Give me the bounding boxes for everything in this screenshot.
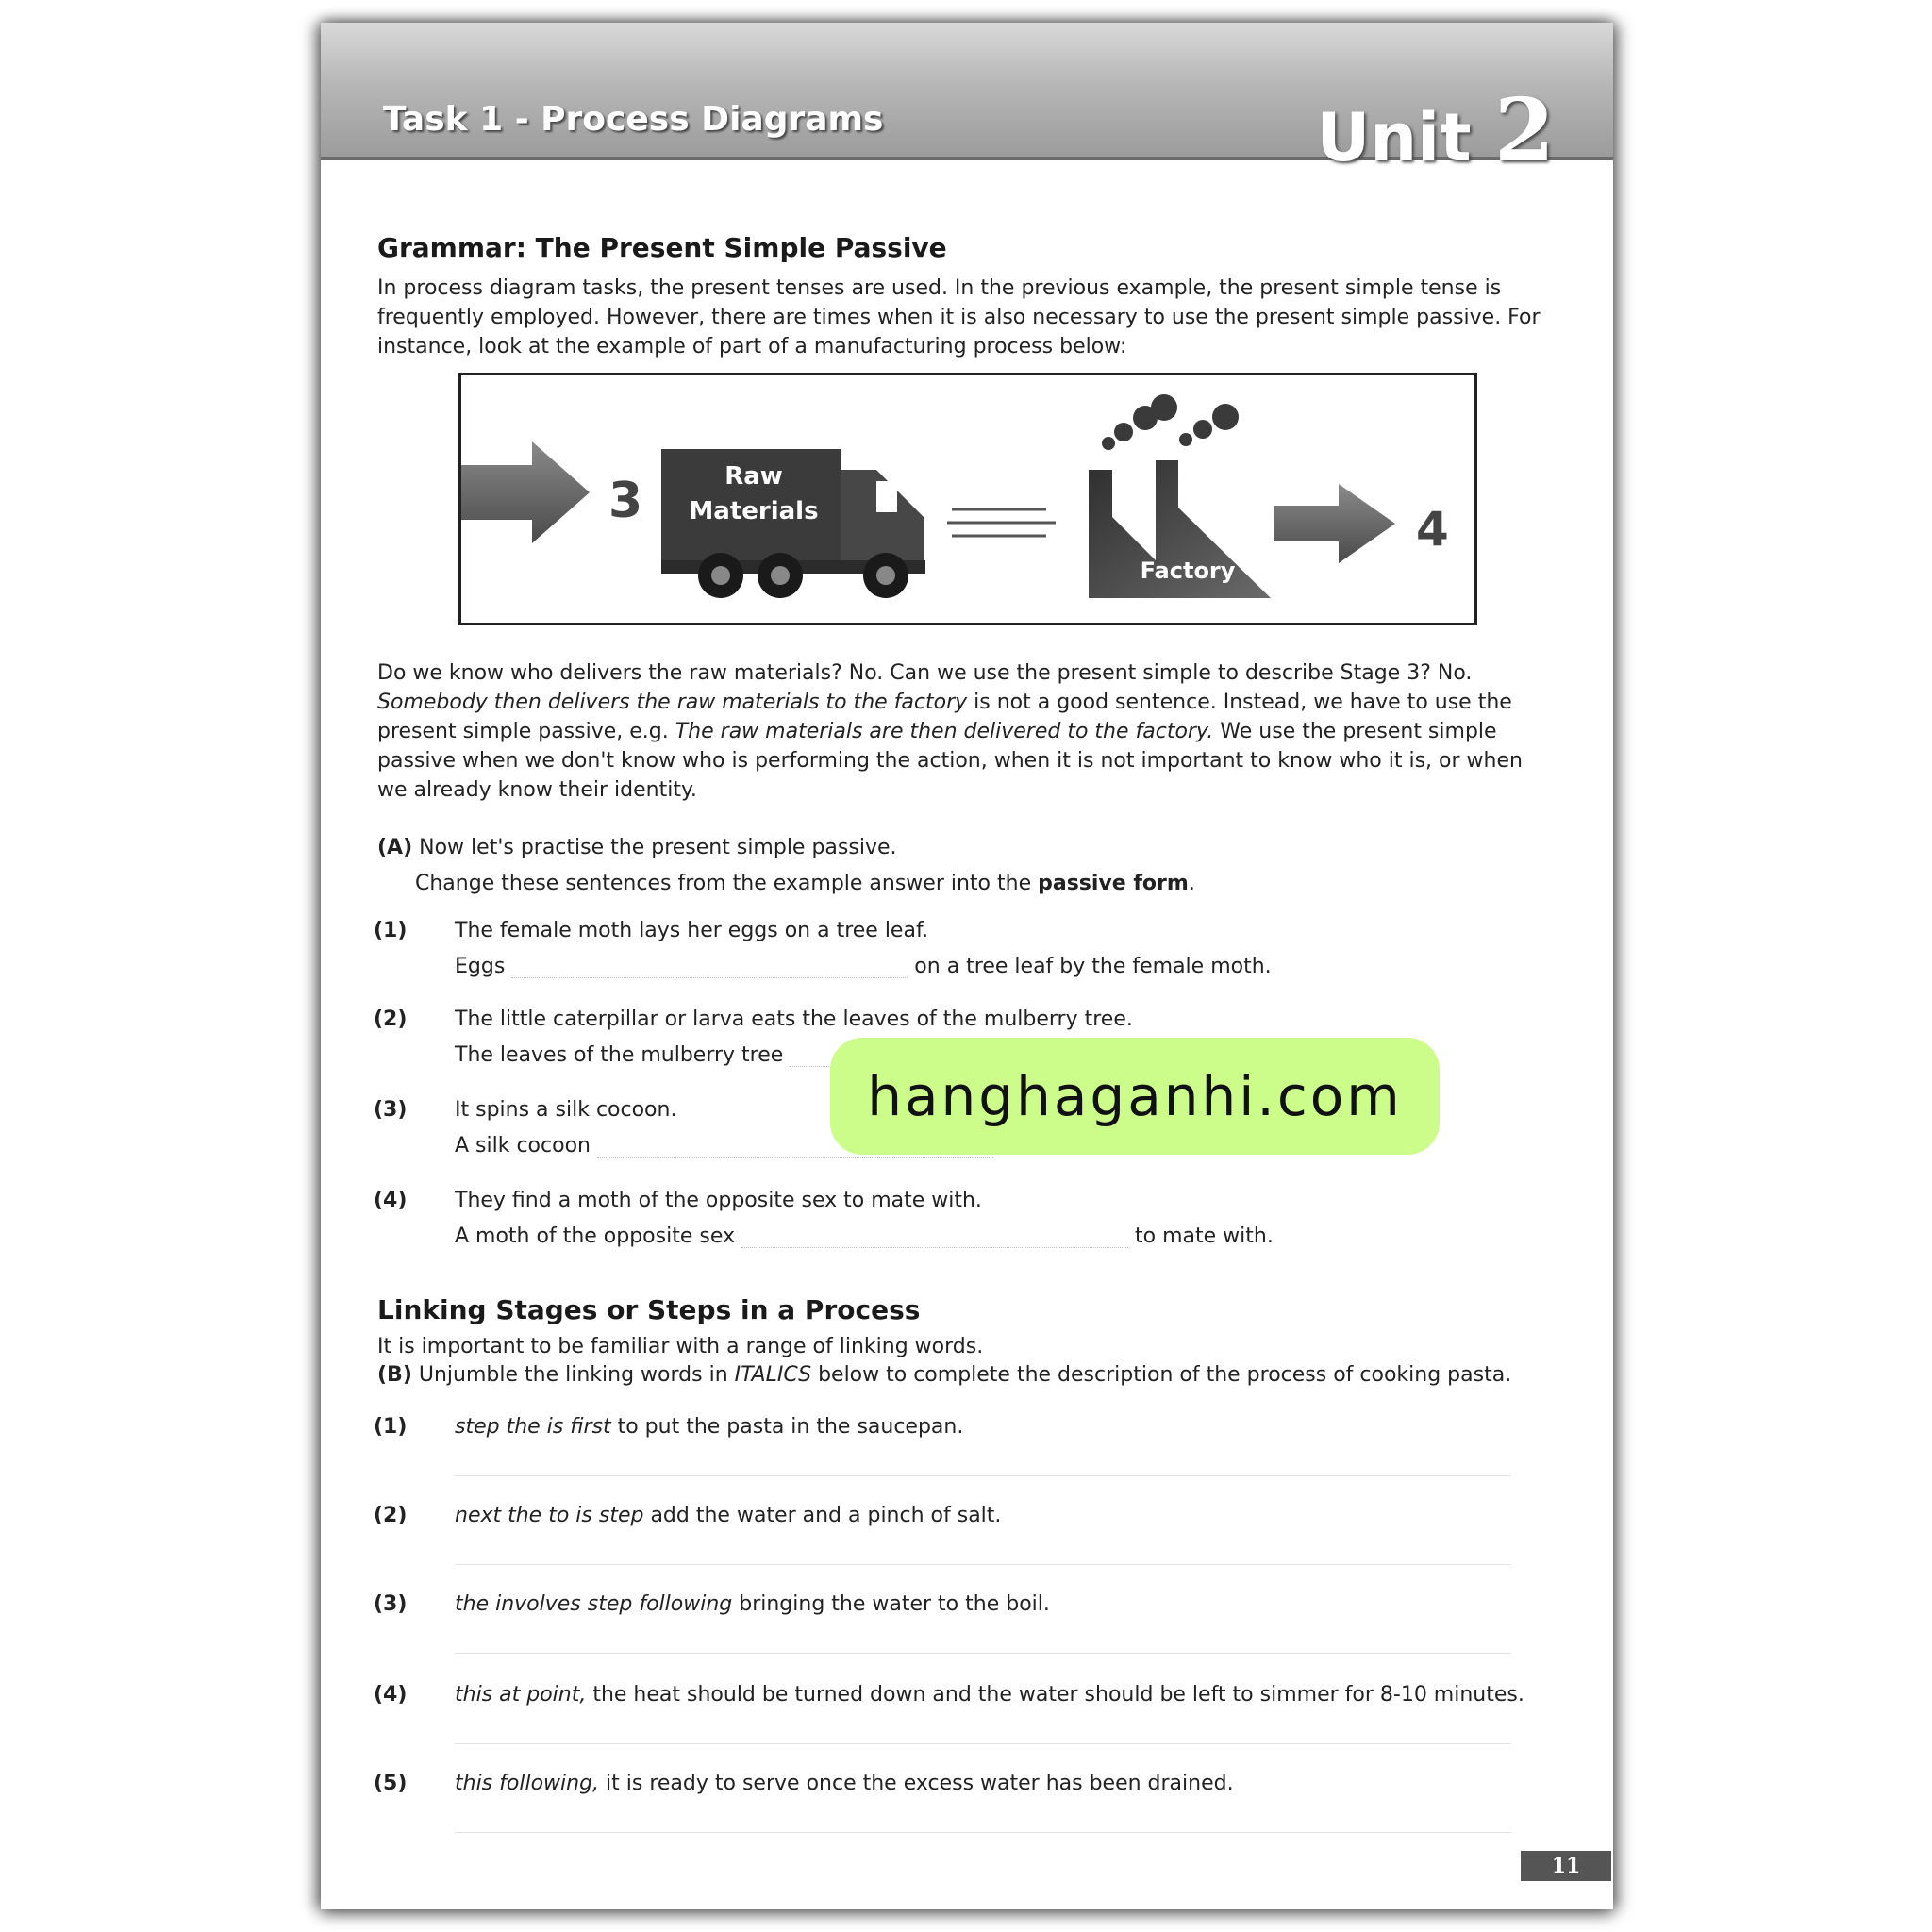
page-header — [321, 23, 1613, 181]
grammar-heading: Grammar: The Present Simple Passive — [377, 232, 947, 263]
answer-suffix: to mate with. — [1135, 1224, 1274, 1248]
exercise-b-item-3-answer-line[interactable] — [455, 1653, 1511, 1654]
page — [321, 23, 1613, 1909]
arrow-right-icon — [1274, 484, 1395, 563]
exercise-a-item-1-sentence: The female moth lays her eggs on a tree leaf. — [455, 919, 929, 942]
explanation-paragraph — [377, 658, 1557, 805]
sentence-rest: it is ready to serve once the excess water has been drained. — [599, 1772, 1234, 1795]
exercise-b-item-2-answer-line[interactable] — [455, 1564, 1511, 1565]
explanation-italic-1: Somebody then delivers the raw materials to the factory — [377, 691, 968, 714]
exercise-b-item-1-num: (1) — [374, 1415, 408, 1439]
factory-label: Factory — [1140, 558, 1236, 584]
exercise-b-item-4-num: (4) — [374, 1683, 408, 1707]
answer-blank[interactable] — [741, 1226, 1128, 1248]
answer-prefix: Eggs — [455, 955, 506, 978]
step-4-number: 4 — [1416, 502, 1449, 557]
exercise-b-item-5-answer-line[interactable] — [455, 1832, 1511, 1833]
italics-word: ITALICS — [734, 1363, 812, 1387]
task-title: Task 1 - Process Diagrams — [383, 100, 884, 139]
explanation-text-1: Do we know who delivers the raw materials? No. Can we use the present simple to describe Stage 3? No. — [377, 661, 1473, 685]
exercise-a-instruction — [377, 836, 897, 859]
unit-number: 2 — [1493, 79, 1555, 181]
exercise-a-item-2-num: (2) — [374, 1008, 408, 1031]
exercise-a-item-2-sentence: The little caterpillar or larva eats the leaves of the mulberry tree. — [455, 1008, 1133, 1031]
truck-label-line2: Materials — [689, 497, 819, 525]
motion-lines-icon — [947, 509, 1056, 536]
exercise-a-item-1-answer — [455, 955, 1272, 978]
exercise-b-item-3 — [455, 1592, 1050, 1616]
exercise-b-label: (B) — [377, 1363, 412, 1387]
exercise-b-item-1-answer-line[interactable] — [455, 1475, 1511, 1476]
exercise-b-item-4-answer-line[interactable] — [455, 1743, 1511, 1744]
grammar-intro: In process diagram tasks, the present tenses are used. In the previous example, the present simple tense is frequently employed. However, there are times when it is also necessary to use the present simple passive. For instance, look at the example of part of a manufacturing process below: — [377, 276, 1541, 358]
linking-instruction — [377, 1360, 1557, 1390]
instruction-text-post: below to complete the description of the process of cooking pasta. — [811, 1363, 1512, 1387]
unit-word: Unit — [1316, 99, 1472, 176]
jumbled-words: next the to is step — [455, 1504, 644, 1527]
exercise-a-subinstruction — [415, 872, 1195, 895]
explanation-italic-2: The raw materials are then delivered to the factory. — [675, 720, 1214, 743]
exercise-a-item-3-sentence: It spins a silk cocoon. — [455, 1098, 677, 1122]
process-diagram — [458, 373, 1477, 625]
jumbled-words: the involves step following — [455, 1592, 733, 1616]
exercise-a-item-3-num: (3) — [374, 1098, 408, 1122]
page-number: 11 — [1521, 1851, 1611, 1881]
process-diagram-graphic — [461, 375, 1474, 623]
exercise-b-item-3-num: (3) — [374, 1592, 408, 1616]
answer-suffix: on a tree leaf by the female moth. — [914, 955, 1272, 978]
answer-blank[interactable] — [511, 957, 908, 978]
exercise-b-item-5 — [455, 1772, 1234, 1795]
answer-prefix: The leaves of the mulberry tree — [455, 1043, 784, 1067]
passive-form-bold: passive form — [1038, 872, 1189, 895]
sentence-rest: the heat should be turned down and the water should be left to simmer for 8-10 minutes. — [586, 1683, 1524, 1707]
explanation-text-3: We use the present simple passive when we don't know who is performing the action, when it is not important to know who it is, or when we already know their identity. — [377, 720, 1523, 802]
answer-prefix: A moth of the opposite sex — [455, 1224, 735, 1248]
exercise-b-item-2 — [455, 1504, 1001, 1527]
exercise-b-item-5-num: (5) — [374, 1772, 408, 1795]
linking-intro: It is important to be familiar with a range of linking words. — [377, 1335, 984, 1358]
subinstruction-text: Change these sentences from the example answer into the — [415, 872, 1039, 895]
exercise-a-label: (A) — [377, 836, 413, 859]
exercise-a-item-4-num: (4) — [374, 1189, 408, 1212]
exercise-a-item-4-answer — [455, 1224, 1274, 1248]
instruction-text: Unjumble the linking words in — [418, 1363, 735, 1387]
exercise-a-item-4-sentence: They find a moth of the opposite sex to mate with. — [455, 1189, 982, 1212]
exercise-b-item-2-num: (2) — [374, 1504, 408, 1527]
linking-heading: Linking Stages or Steps in a Process — [377, 1294, 921, 1325]
answer-prefix: A silk cocoon — [455, 1134, 591, 1158]
sentence-rest: bringing the water to the boil. — [732, 1592, 1050, 1616]
explanation-text-2: is not a good sentence. Instead, we have to use the present simple passive, e.g. — [377, 691, 1512, 743]
exercise-b-item-4 — [455, 1683, 1524, 1707]
sentence-rest: add the water and a pinch of salt. — [643, 1504, 1002, 1527]
exercise-a-item-1-num: (1) — [374, 919, 408, 942]
truck-label-line1: Raw — [724, 462, 783, 491]
jumbled-words: this following, — [455, 1772, 600, 1795]
jumbled-words: step the is first — [455, 1415, 611, 1439]
sentence-rest: to put the pasta in the saucepan. — [610, 1415, 964, 1439]
subinstruction-period: . — [1188, 872, 1195, 895]
step-3-number: 3 — [608, 473, 643, 529]
arrow-left-icon — [461, 441, 590, 543]
exercise-b-item-1 — [455, 1415, 963, 1439]
unit-label — [1316, 79, 1555, 181]
exercise-a-text: Now let's practise the present simple passive. — [419, 836, 897, 859]
jumbled-words: this at point, — [455, 1683, 587, 1707]
watermark-banner: hanghaganhi.com — [830, 1038, 1440, 1155]
